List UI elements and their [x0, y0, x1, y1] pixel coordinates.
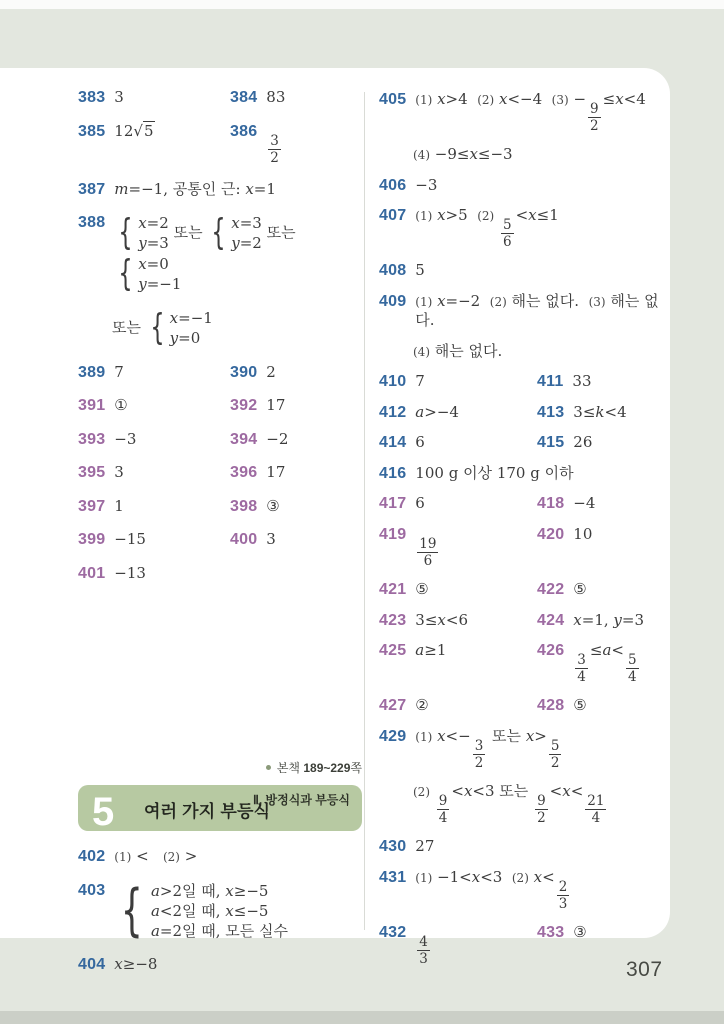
problem-number: 390: [230, 363, 258, 381]
answer-text: ③: [573, 923, 587, 942]
problem-number: 401: [78, 564, 106, 582]
answer-text: 27: [415, 837, 435, 856]
answer-text: 3≤x<6: [415, 610, 469, 629]
answer-continuation: [413, 342, 660, 362]
answer-text: (2) $\frac{9}{4}$ <x<3 또는 $\frac{9}{2}$ <x< $\frac{21}{4}$: [413, 782, 605, 827]
answer-item-403: [78, 877, 362, 943]
answer-row: [78, 308, 362, 349]
answer-text: 33: [572, 372, 592, 391]
answer-item-392: [230, 396, 382, 416]
answer-text: (1) x>5 (2) $\frac{5}{6}$ <x≤1: [415, 206, 559, 251]
answer-item-409: [379, 292, 660, 331]
problem-number: 397: [78, 497, 106, 515]
answer-item-405: [379, 90, 660, 134]
answer-row: [78, 530, 362, 550]
answer-text: 2: [266, 362, 276, 381]
answer-text: [415, 525, 440, 569]
scan-top-edge: [0, 0, 724, 9]
radical: √5: [133, 121, 154, 140]
problem-number: 410: [379, 373, 407, 391]
problem-number: 385: [78, 122, 106, 140]
answer-row: [379, 837, 660, 857]
problem-number: 421: [379, 581, 407, 599]
answer-continuation: [413, 145, 660, 165]
problem-number: 430: [379, 838, 407, 856]
answer-item-398: [230, 497, 382, 517]
answer-row: [379, 580, 660, 600]
answer-item-386: [230, 122, 382, 166]
answer-item-383: [78, 88, 230, 108]
problem-number: 407: [379, 207, 407, 225]
problem-number: 422: [537, 581, 565, 599]
problem-number: 417: [379, 495, 407, 513]
answer-text: (1) x<− $\frac{3}{2}$ 또는 x> $\frac{5}{2}$: [415, 726, 560, 771]
answer-row: [379, 90, 660, 134]
answer-text: a≥1: [415, 641, 447, 660]
answer-text: (1) −1<x<3 (2) x< $\frac{2}{3}$: [415, 867, 568, 912]
answer-item-428: [537, 696, 695, 716]
left-column: [78, 88, 362, 989]
problem-number: 408: [379, 262, 407, 280]
answer-text: 100 g 이상 170 g 이하: [415, 463, 574, 482]
answer-text: (4) −9≤x≤−3: [413, 145, 513, 164]
answer-text: −3: [415, 175, 438, 194]
answer-row: [78, 463, 362, 483]
answer-row: [379, 525, 660, 569]
answer-text: ⑤: [573, 580, 587, 599]
answer-row: [379, 727, 660, 771]
problem-number: 396: [230, 464, 258, 482]
scan-bottom-edge: [0, 1011, 724, 1024]
answer-text: a>−4: [415, 402, 459, 421]
answer-item-404: [78, 955, 362, 975]
problem-number: 394: [230, 430, 258, 448]
section-header: [78, 785, 362, 835]
section-title: 여러 가지 부등식: [144, 802, 271, 822]
answer-text: [415, 923, 432, 967]
answer-row: [379, 494, 660, 514]
problem-number: 433: [537, 924, 565, 942]
answer-text: −4: [573, 494, 596, 513]
fraction: $\frac{9}{4}$: [438, 793, 448, 827]
answer-row: [78, 564, 362, 584]
problem-number: 389: [78, 363, 106, 381]
fraction: $\frac{5}{6}$: [502, 217, 512, 251]
answer-row: [379, 145, 660, 165]
answer-text: (1) x>4 (2) x<−4 (3) − $\frac{9}{2}$ ≤x<4: [415, 90, 646, 135]
answer-item-413: [537, 403, 695, 423]
answer-item-431: [379, 868, 660, 912]
answer-item-384: [230, 88, 382, 108]
answer-item-433: [537, 923, 695, 943]
answer-row: [78, 497, 362, 517]
answer-item-422: [537, 580, 695, 600]
answer-text: (4) 해는 없다.: [413, 341, 503, 360]
source-note-suffix: 쪽: [350, 761, 362, 776]
answer-row: [78, 430, 362, 450]
answer-item-421: [379, 580, 537, 600]
answer-item-402: [78, 847, 362, 867]
brace-system: { x=−1 y=0: [150, 307, 213, 349]
answer-text: (1) < (2) >: [114, 847, 198, 866]
problem-number: 393: [78, 430, 106, 448]
answer-text: 6: [415, 433, 425, 452]
left-brace: {: [150, 307, 165, 349]
problem-number: 402: [78, 848, 106, 866]
brace-system: { x=0 y=−1: [118, 252, 182, 294]
problem-number: 428: [537, 697, 565, 715]
brace-system: { a>2일 때, x≥−5 a<2일 때, x≤−5 a=2일 때, 모든 실수: [121, 877, 289, 943]
answer-text: 10: [573, 524, 593, 543]
answer-item-387: [78, 180, 362, 200]
answer-text: $\frac{3}{4}$ ≤a< $\frac{5}{4}$: [577, 641, 637, 686]
problem-number: 432: [379, 924, 407, 942]
answer-item-400: [230, 530, 382, 550]
answer-item-401: [78, 564, 362, 584]
answer-row: [379, 176, 660, 196]
problem-number: 424: [537, 611, 565, 629]
left-brace: {: [211, 212, 226, 254]
answer-text: m=−1, 공통인 근: x=1: [114, 179, 276, 198]
answers-left-top: [78, 88, 362, 583]
answer-item-420: [537, 525, 695, 545]
problem-number: 405: [379, 91, 407, 108]
answer-item-390: [230, 363, 382, 383]
answer-item-406: [379, 176, 660, 196]
answer-row: [379, 923, 660, 967]
problem-number: 413: [537, 403, 565, 421]
answer-text: [114, 877, 289, 943]
answer-text: (1) x=−2 (2) 해는 없다. (3) 해는 없다.: [415, 291, 659, 330]
answer-item-415: [537, 433, 695, 453]
answer-text: −13: [114, 563, 146, 582]
answer-item-417: [379, 494, 537, 514]
fraction: $\frac{9}{2}$: [590, 101, 599, 135]
answer-item-399: [78, 530, 230, 550]
problem-number: 415: [537, 434, 565, 452]
answer-row: [78, 955, 362, 975]
answer-row: [78, 88, 362, 108]
answer-item-412: [379, 403, 537, 423]
answer-item-427: [379, 696, 537, 716]
answer-text: x=1, y=3: [573, 610, 645, 629]
problem-number: 414: [379, 434, 407, 452]
answer-continuation: [413, 782, 660, 826]
answers-right: [379, 90, 660, 967]
answer-text: 17: [266, 463, 286, 482]
problem-number: 383: [78, 89, 106, 106]
answer-item-388: [78, 213, 362, 294]
answer-item-393: [78, 430, 230, 450]
answer-text: ③: [266, 496, 280, 515]
answer-text: [266, 122, 283, 166]
answer-row: [379, 611, 660, 631]
problem-number: 409: [379, 292, 407, 310]
problem-number: 399: [78, 531, 106, 549]
answer-row: [379, 782, 660, 826]
fraction: $\frac{19}{6}$: [419, 535, 437, 570]
problem-number: 425: [379, 642, 407, 660]
source-note-prefix: 본책: [276, 761, 304, 776]
answer-item-414: [379, 433, 537, 453]
answer-item-410: [379, 372, 537, 392]
answer-item-430: [379, 837, 660, 857]
answer-text: −2: [266, 429, 289, 448]
answer-item-407: [379, 206, 660, 250]
answer-row: [78, 213, 362, 294]
answer-text: { x=2 y=3 또는 { x=3 y=2 또는 { x=0 y=−1: [114, 213, 362, 294]
problem-number: 431: [379, 868, 407, 886]
bullet-icon: [266, 765, 271, 770]
problem-number: 406: [379, 176, 407, 194]
brace-system: { x=3 y=2: [211, 212, 262, 254]
answer-continuation: [112, 308, 362, 349]
problem-number: 403: [78, 881, 106, 899]
problem-number: 412: [379, 403, 407, 421]
answer-text: 3: [114, 463, 124, 482]
problem-number: 427: [379, 697, 407, 715]
answer-row: [379, 342, 660, 362]
answer-text: 또는 { x=−1 y=0: [112, 307, 213, 349]
fraction: $\frac{5}{2}$: [550, 737, 560, 771]
answer-text: 3: [114, 88, 124, 106]
answer-row: [379, 372, 660, 392]
problem-number: 398: [230, 497, 258, 515]
answer-item-418: [537, 494, 695, 514]
answer-text: 17: [266, 396, 286, 415]
left-brace: {: [118, 252, 133, 294]
problem-number: 391: [78, 397, 106, 415]
answer-text: 12√5: [114, 121, 154, 140]
answer-text: 1: [114, 496, 124, 515]
problem-number: 423: [379, 611, 407, 629]
problem-number: 392: [230, 397, 258, 415]
answer-item-419: [379, 525, 537, 569]
problem-number: 416: [379, 464, 407, 482]
right-column: [379, 90, 660, 978]
answers-left-bottom: [78, 847, 362, 975]
answer-item-394: [230, 430, 382, 450]
fraction: $\frac{4}{3}$: [419, 934, 428, 968]
answer-item-391: [78, 396, 230, 416]
fraction: $\frac{3}{4}$: [577, 652, 586, 686]
answer-text: 83: [266, 88, 286, 106]
section-number: 5: [92, 790, 115, 835]
answer-row: [78, 363, 362, 383]
problem-number: 386: [230, 122, 258, 140]
answer-text: 3: [266, 530, 276, 549]
answer-row: [379, 206, 660, 250]
problem-number: 387: [78, 180, 106, 198]
answer-item-385: [78, 122, 230, 142]
answer-item-396: [230, 463, 382, 483]
answer-row: [78, 396, 362, 416]
fraction: $\frac{5}{4}$: [628, 652, 637, 686]
fraction: $\frac{2}{3}$: [558, 878, 568, 912]
answer-row: [379, 464, 660, 484]
problem-number: 418: [537, 495, 565, 513]
answer-text: 3≤k<4: [573, 402, 627, 421]
answer-row: [379, 433, 660, 453]
source-note: [78, 759, 362, 776]
problem-number: 419: [379, 525, 407, 543]
answer-item-426: [537, 641, 695, 685]
answer-row: [78, 877, 362, 943]
answer-text: 7: [114, 362, 124, 381]
fraction: $\frac{9}{2}$: [537, 793, 546, 827]
problem-number: 429: [379, 727, 407, 745]
answer-text: −3: [114, 429, 137, 448]
answer-item-416: [379, 464, 660, 484]
answer-row: [379, 403, 660, 423]
answer-item-432: [379, 923, 537, 967]
section-chapter: Ⅱ. 방정식과 부등식: [252, 793, 350, 808]
answer-item-425: [379, 641, 537, 661]
answer-text: 26: [573, 433, 593, 452]
answer-row: [78, 847, 362, 867]
left-brace: {: [118, 212, 133, 254]
answer-row: [379, 261, 660, 281]
problem-number: 400: [230, 531, 258, 549]
problem-number: 404: [78, 956, 106, 974]
answer-item-424: [537, 611, 695, 631]
left-brace: {: [121, 877, 144, 943]
answer-text: ①: [114, 396, 128, 415]
answer-text: −15: [114, 530, 146, 549]
answer-row: [78, 180, 362, 200]
fraction: $\frac{3}{2}$: [474, 737, 484, 771]
answer-row: [379, 292, 660, 331]
answer-item-389: [78, 363, 230, 383]
problem-number: 420: [537, 525, 565, 543]
answer-item-429: [379, 727, 660, 771]
source-note-range: 189~229: [303, 761, 351, 776]
answer-item-423: [379, 611, 537, 631]
problem-number: 395: [78, 464, 106, 482]
answer-item-397: [78, 497, 230, 517]
answer-item-408: [379, 261, 660, 281]
brace-system: { x=2 y=3: [118, 212, 169, 254]
answer-row: [379, 641, 660, 685]
answer-text: 5: [415, 261, 425, 280]
answer-text: ⑤: [573, 696, 587, 715]
answer-text: 7: [415, 372, 425, 391]
problem-number: 411: [537, 373, 564, 391]
fraction: $\frac{21}{4}$: [587, 793, 605, 827]
answer-row: [78, 122, 362, 166]
problem-number: 426: [537, 642, 565, 660]
answer-item-411: [537, 372, 695, 392]
problem-number: 384: [230, 89, 258, 106]
answer-text: ⑤: [415, 580, 429, 599]
answer-item-395: [78, 463, 230, 483]
answer-row: [379, 696, 660, 716]
problem-number: 388: [78, 214, 106, 232]
answer-text: 6: [415, 494, 425, 513]
fraction: $\frac{3}{2}$: [270, 132, 279, 166]
answer-text: x≥−8: [114, 955, 158, 974]
answer-row: [379, 868, 660, 912]
page-number: 307: [626, 958, 663, 981]
answer-text: ②: [415, 696, 429, 715]
